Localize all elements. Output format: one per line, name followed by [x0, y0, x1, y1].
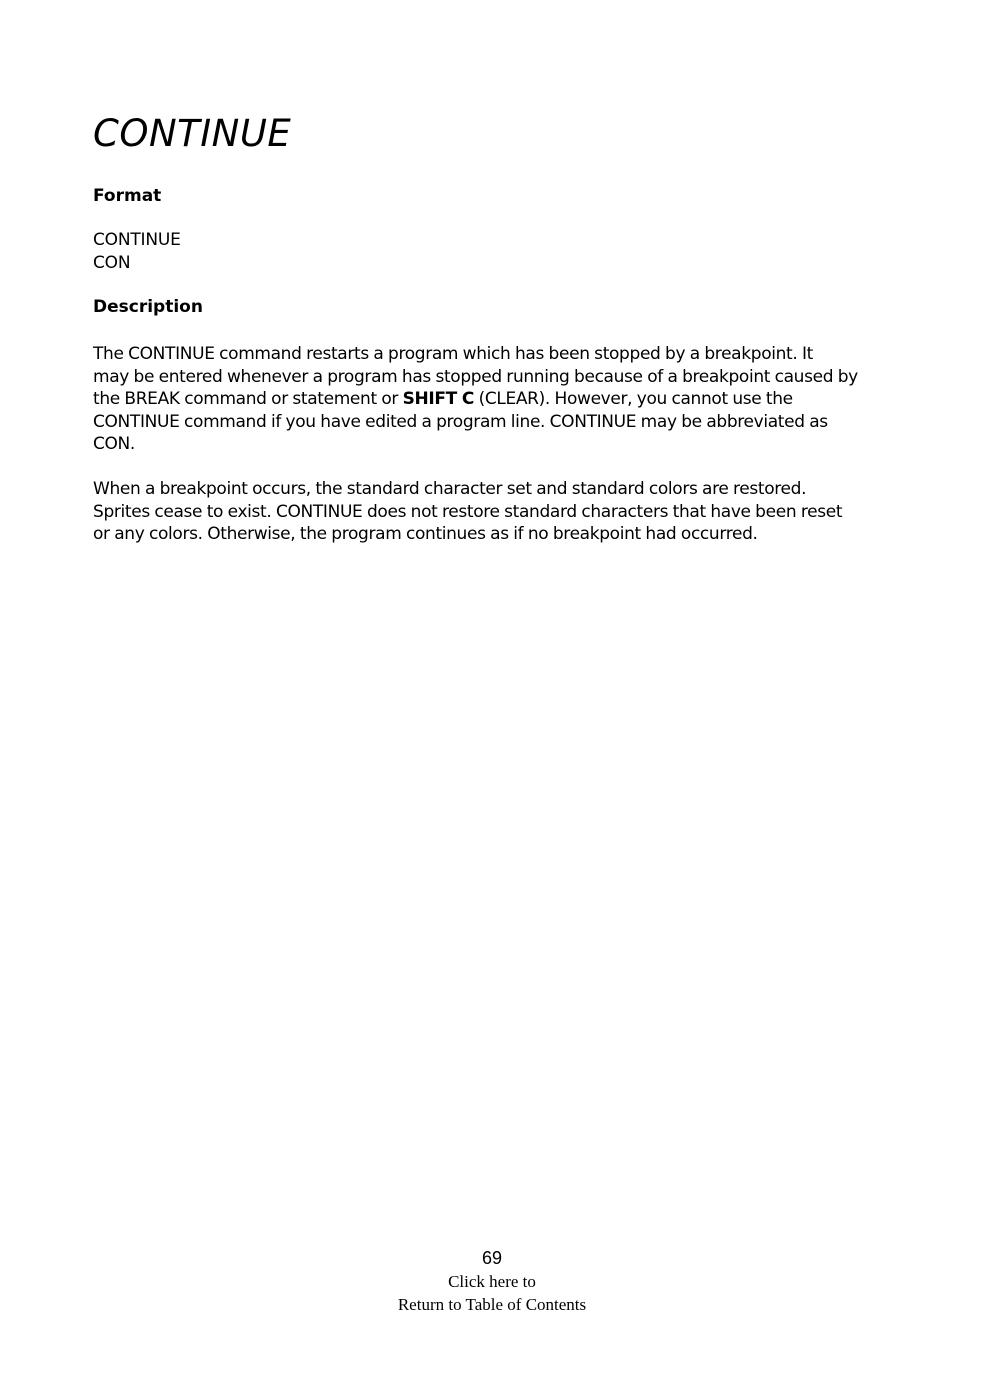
- shift-c-keyword: SHIFT C: [402, 389, 475, 409]
- paragraph-line: CONTINUE command if you have edited a program line. CONTINUE may be abbreviated as: [93, 411, 828, 432]
- page-title: CONTINUE: [93, 112, 292, 155]
- paragraph-text: the BREAK command or statement or: [93, 389, 403, 409]
- paragraph-line: When a breakpoint occurs, the standard character set and standard colors are restored.: [93, 479, 807, 499]
- page-footer: [0, 1246, 984, 1316]
- format-line-full: CONTINUE: [93, 230, 181, 250]
- paragraph-line: may be entered whenever a program has stopped running because of a breakpoint caused by: [93, 366, 858, 387]
- description-heading: Description: [93, 297, 203, 317]
- paragraph-line: or any colors. Otherwise, the program continues as if no breakpoint had occurred.: [93, 524, 758, 544]
- paragraph-text: (CLEAR). However, you cannot use the: [474, 389, 793, 409]
- format-syntax: [93, 229, 181, 275]
- format-line-abbrev: CON: [93, 253, 131, 273]
- description-paragraph-2: [93, 478, 893, 546]
- paragraph-line: [93, 388, 893, 411]
- paragraph-line: CON.: [93, 434, 135, 454]
- toc-link-line-1[interactable]: Click here to: [448, 1272, 536, 1291]
- paragraph-line: The CONTINUE command restarts a program which has been stopped by a breakpoint. It: [93, 344, 813, 364]
- toc-link-line-2[interactable]: Return to Table of Contents: [397, 1295, 587, 1314]
- description-paragraph-1: [93, 343, 893, 456]
- page-number: 69: [481, 1248, 503, 1268]
- format-heading: Format: [93, 186, 162, 206]
- paragraph-line: Sprites cease to exist. CONTINUE does not restore standard characters that have been reset: [93, 501, 843, 522]
- return-to-toc-link[interactable]: [0, 1270, 984, 1316]
